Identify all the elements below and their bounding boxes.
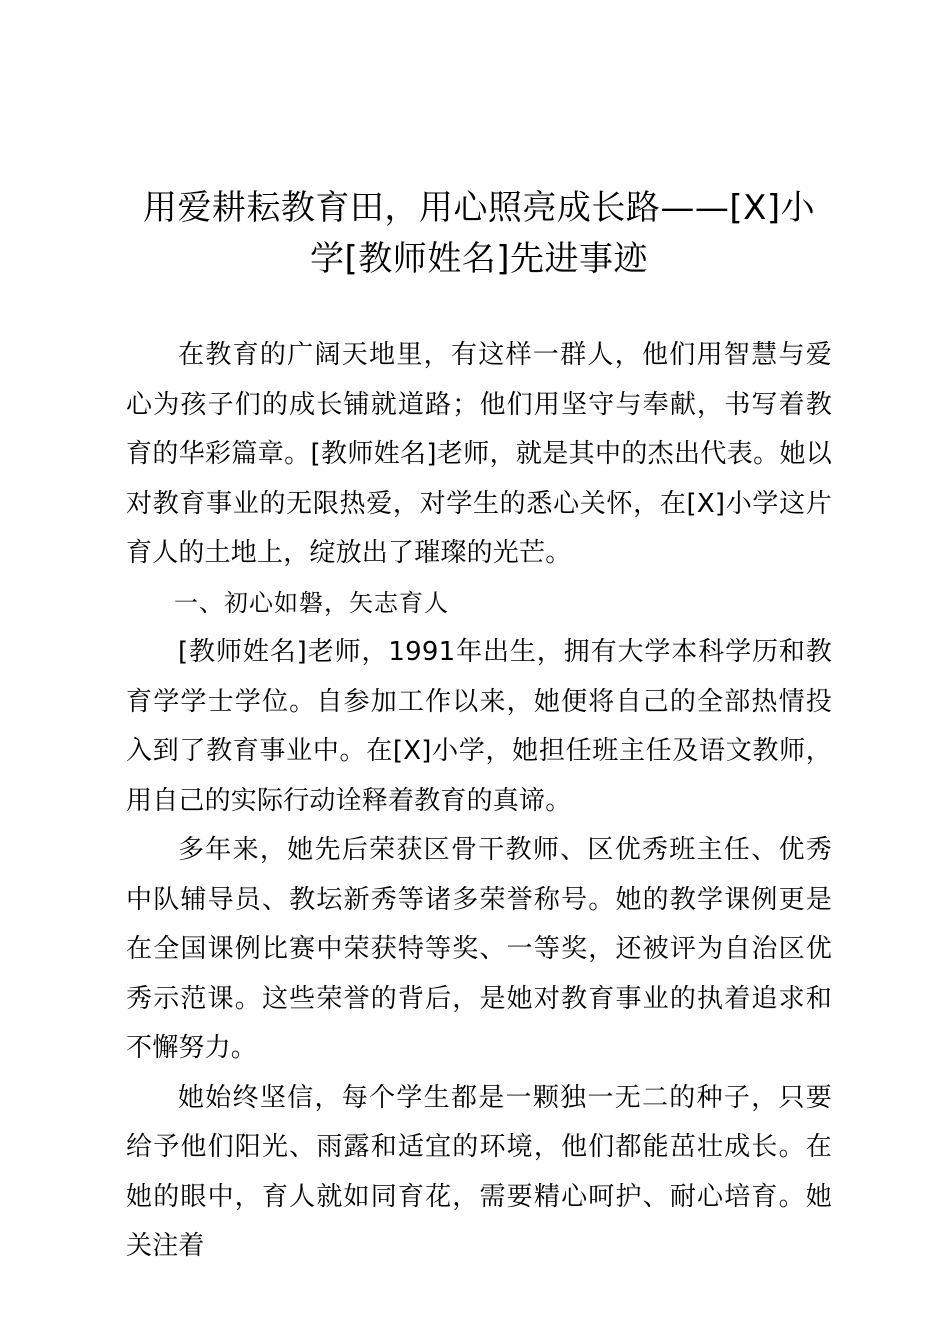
section-heading: 一、初心如磐，矢志育人 — [174, 588, 449, 617]
intro-paragraph: 在教育的广阔天地里，有这样一群人，他们用智慧与爱心为孩子们的成长铺就道路；他们用坚守与奉献，书写着教育的华彩篇章。[教师姓名]老师，就是其中的杰出代表。她以对教育事业的无限热爱，对学生的悉心关怀，在[X]小学这片育人的土地上，绽放出了璀璨的光芒。 — [126, 340, 832, 568]
document-title: 用爱耕耘教育田，用心照亮成长路——[X]小学[教师姓名]先进事迹 — [142, 188, 816, 279]
section-paragraph-3: 她始终坚信，每个学生都是一颗独一无二的种子，只要给予他们阳光、雨露和适宜的环境，他们都能茁壮成长。在她的眼中，育人就如同育花，需要精心呵护、耐心培育。她关注着 — [126, 1082, 832, 1261]
section-paragraph-2: 多年来，她先后荣获区骨干教师、区优秀班主任、优秀中队辅导员、教坛新秀等诸多荣誉称号。她的教学课例更是在全国课例比赛中荣获特等奖、一等奖，还被评为自治区优秀示范课。这些荣誉的背后，是她对教育事业的执着追求和不懈努力。 — [126, 835, 832, 1063]
document-body — [126, 331, 832, 1272]
section-paragraph-1: [教师姓名]老师，1991年出生，拥有大学本科学历和教育学学士学位。自参加工作以来，她便将自己的全部热情投入到了教育事业中。在[X]小学，她担任班主任及语文教师，用自己的实际行动诠释着教育的真谛。 — [126, 637, 832, 816]
